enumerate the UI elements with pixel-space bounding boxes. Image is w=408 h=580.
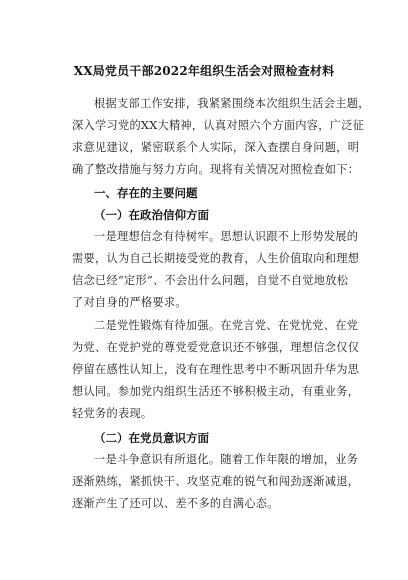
sub1-p2-line-5: 轻党务的表现。	[72, 407, 153, 420]
intro-line-2: 深入学习党的XX大精神，认真对照六个方面内容，广泛征	[72, 119, 365, 132]
sub1-p1-line-2: 需要，认为自己长期接受党的教育，人生价值取向和理想	[72, 252, 360, 265]
section-heading-problems: 一、存在的主要问题	[94, 186, 198, 200]
intro-line-4: 确了整改措施与努力方向。现将有关情况对照检查如下：	[72, 163, 360, 176]
sub1-p1-line-1: 一是理想信念有待树牢。思想认识跟不上形势发展的	[94, 230, 359, 243]
intro-line-3: 求意见建议，紧密联系个人实际，深入查摆自身问题，明	[72, 141, 360, 154]
intro-line-1: 根据支部工作安排，我紧紧围绕本次组织生活会主题，	[94, 97, 370, 110]
sub2-p1-line-3: 逐渐产生了还可以、差不多的自满心态。	[72, 497, 279, 510]
sub1-p2-line-3: 停留在感性认知上，没有在理性思考中不断巩固升华为思	[72, 363, 360, 376]
sub1-p2-line-1: 二是党性锻炼有待加强。在党言党、在党忧党、在党	[94, 319, 359, 332]
sub2-p1-line-1: 一是斗争意识有所退化。随着工作年限的增加，业务	[94, 453, 359, 466]
sub1-p1-line-3: 信念已经“定形”、不会出什么问题，自觉不自觉地放松	[72, 274, 349, 287]
sub1-p2-line-2: 为党、在党护党的尊党爱党意识还不够强，理想信念仅仅	[72, 341, 360, 354]
sub1-p1-line-4: 了对自身的严格要求。	[72, 296, 187, 309]
document-title: XX局党员干部2022年组织生活会对照检查材料	[73, 64, 335, 78]
sub1-p2-line-4: 想认同。参加党内组织生活还不够积极主动，有重业务，	[72, 385, 360, 398]
subsection-heading-party-awareness: （二）在党员意识方面	[94, 431, 209, 445]
subsection-heading-political-belief: （一）在政治信仰方面	[94, 208, 209, 222]
sub2-p1-line-2: 逐渐熟练，紧抓快干、攻坚克难的锐气和闯劲逐渐减退，	[72, 475, 360, 488]
